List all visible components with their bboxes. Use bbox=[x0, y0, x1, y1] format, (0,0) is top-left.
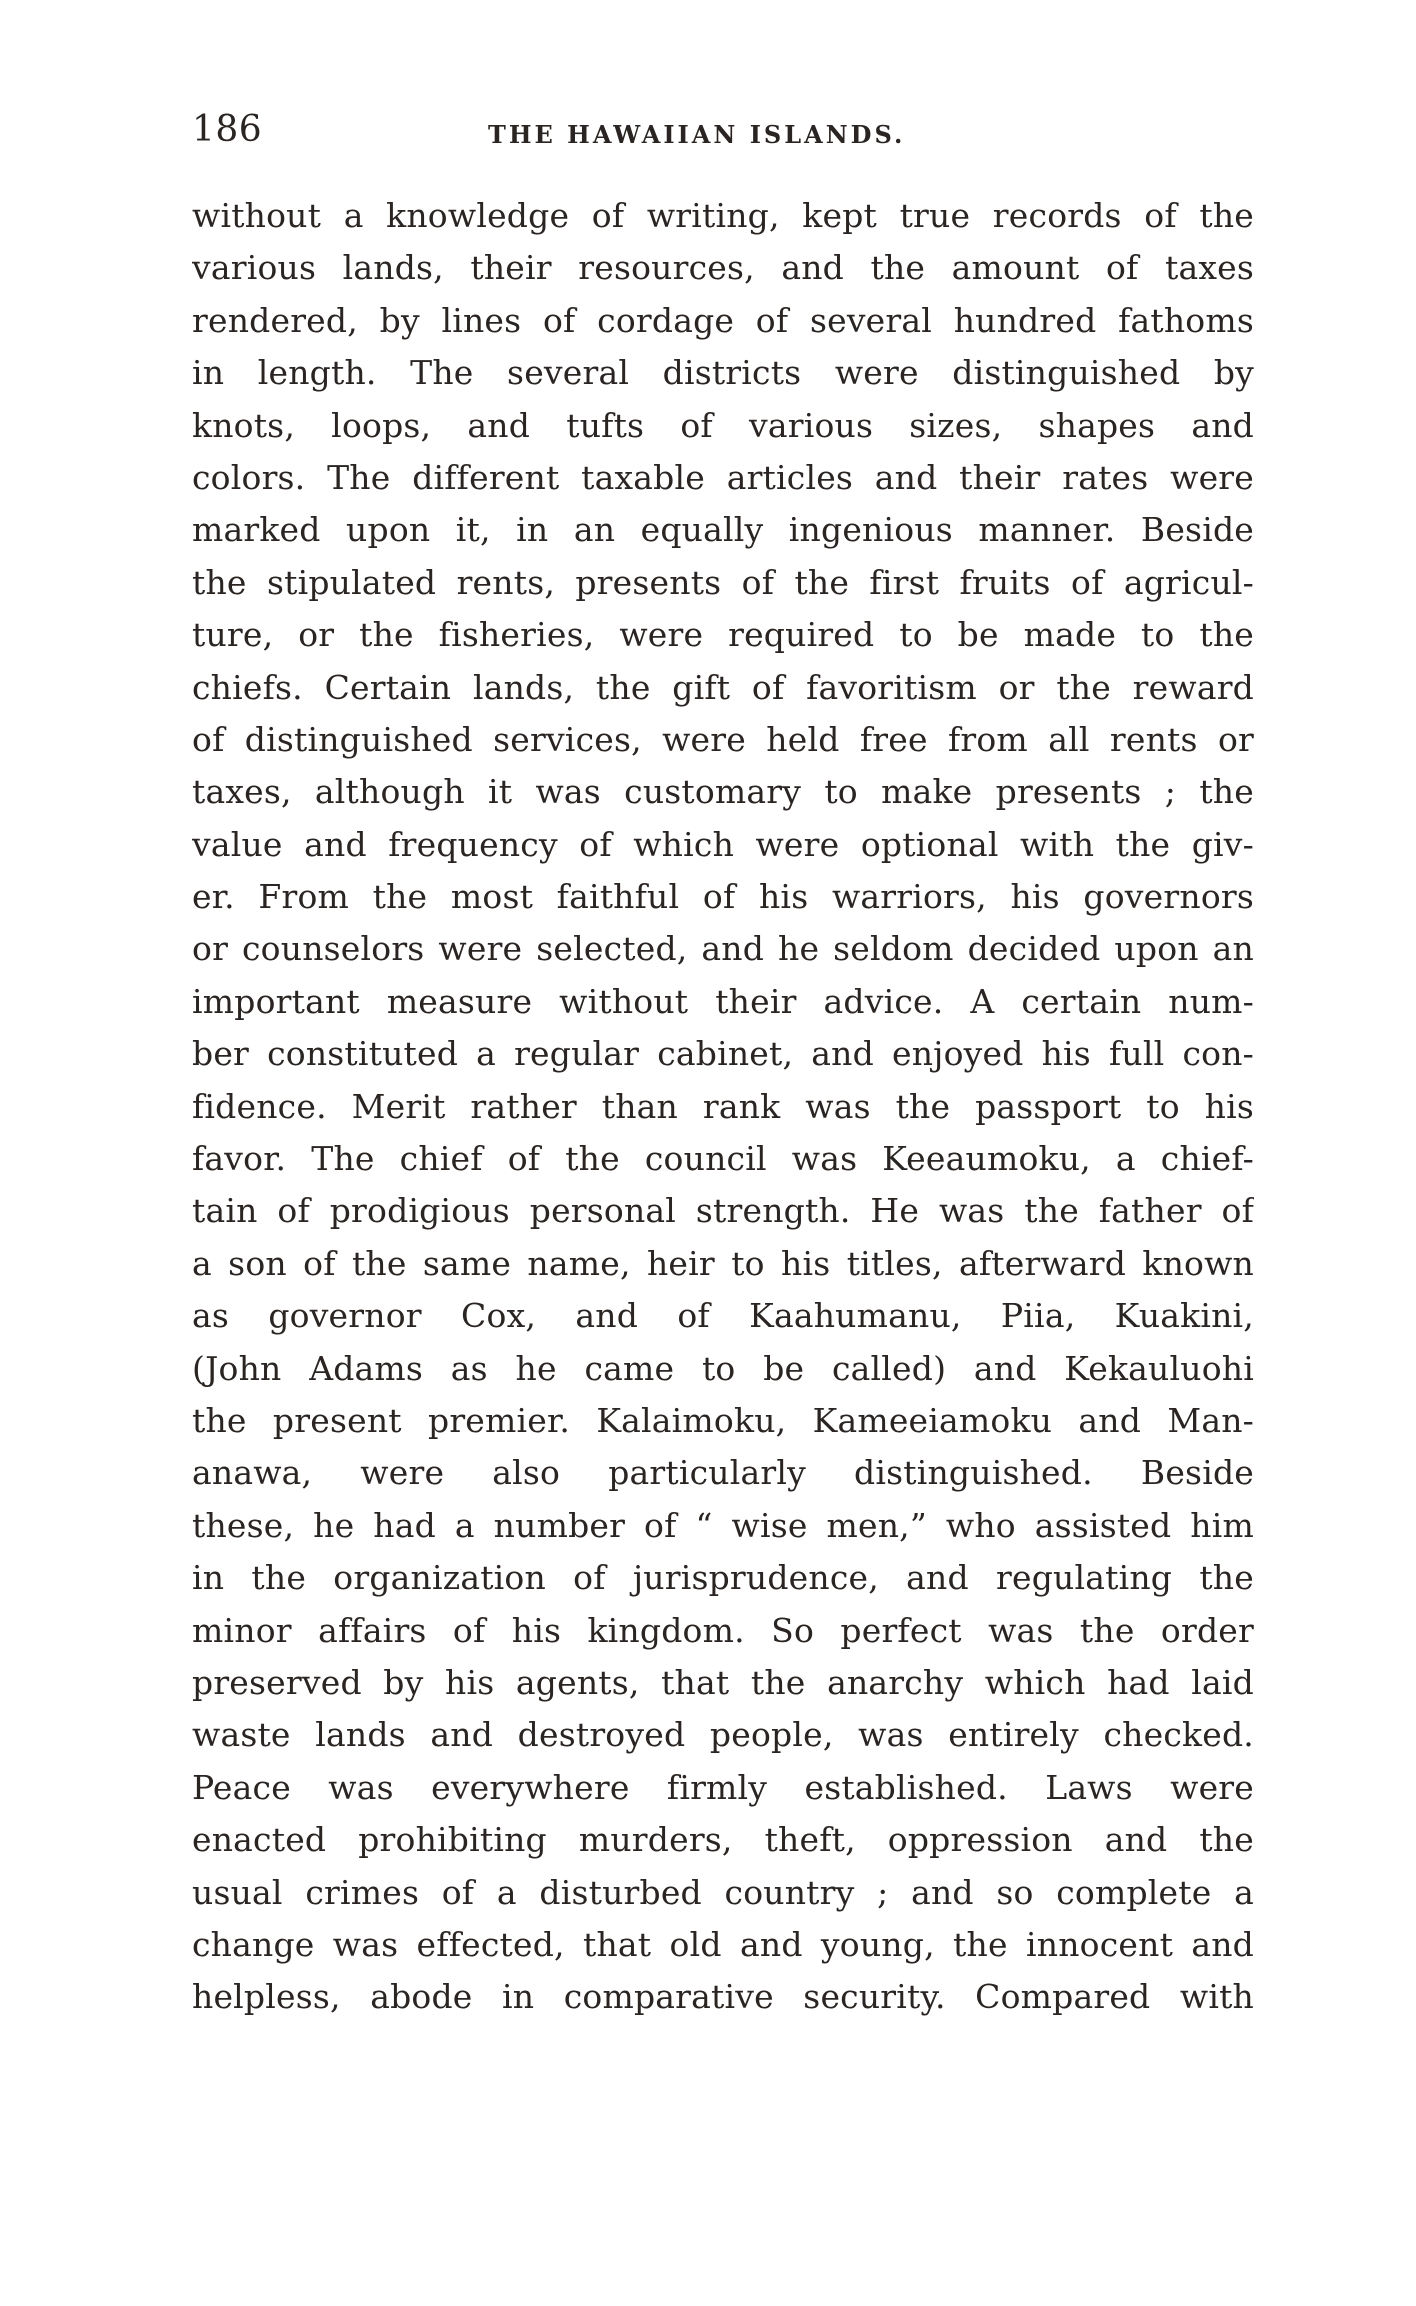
text-line: important measure without their advice. A certain num- bbox=[192, 981, 1254, 1021]
text-line: change was effected, that old and young, the innocent and bbox=[192, 1924, 1254, 1964]
text-line: enacted prohibiting murders, theft, oppression and the bbox=[192, 1820, 1254, 1860]
running-title: THE HAWAIIAN ISLANDS. bbox=[488, 120, 906, 149]
text-line: helpless, abode in comparative security. Compared with bbox=[192, 1977, 1254, 2017]
text-line: the stipulated rents, presents of the first fruits of agricul- bbox=[192, 562, 1254, 602]
text-line: a son of the same name, heir to his titles, afterward known bbox=[192, 1243, 1254, 1283]
text-line: knots, loops, and tufts of various sizes, shapes and bbox=[192, 405, 1254, 445]
text-line: of distinguished services, were held free from all rents or bbox=[192, 719, 1254, 759]
text-line: favor. The chief of the council was Keeaumoku, a chief- bbox=[192, 1139, 1254, 1179]
running-head bbox=[192, 108, 1252, 156]
text-line: ture, or the fisheries, were required to be made to the bbox=[192, 615, 1254, 655]
text-line: the present premier. Kalaimoku, Kameeiamoku and Man- bbox=[192, 1400, 1254, 1440]
text-line: tain of prodigious personal strength. He was the father of bbox=[192, 1191, 1254, 1231]
text-line: colors. The different taxable articles and their rates were bbox=[192, 457, 1254, 497]
text-line: or counselors were selected, and he seldom decided upon an bbox=[192, 929, 1254, 969]
text-line: preserved by his agents, that the anarchy which had laid bbox=[192, 1662, 1254, 1702]
body-text bbox=[192, 190, 1254, 2024]
text-line: waste lands and destroyed people, was entirely checked. bbox=[192, 1715, 1254, 1755]
text-line: various lands, their resources, and the amount of taxes bbox=[192, 248, 1254, 288]
page-number: 186 bbox=[192, 109, 263, 150]
text-line: rendered, by lines of cordage of several hundred fathoms bbox=[192, 300, 1254, 340]
text-line: er. From the most faithful of his warriors, his governors bbox=[192, 877, 1254, 917]
text-line: chiefs. Certain lands, the gift of favoritism or the reward bbox=[192, 667, 1254, 707]
text-line: ber constituted a regular cabinet, and enjoyed his full con- bbox=[192, 1034, 1254, 1074]
text-line: value and frequency of which were optional with the giv- bbox=[192, 824, 1254, 864]
text-line: anawa, were also particularly distinguished. Beside bbox=[192, 1453, 1254, 1493]
text-line: these, he had a number of “ wise men,” who assisted him bbox=[192, 1505, 1254, 1545]
text-line: without a knowledge of writing, kept true records of the bbox=[192, 196, 1254, 235]
text-line: minor affairs of his kingdom. So perfect was the order bbox=[192, 1610, 1254, 1650]
text-line: (John Adams as he came to be called) and Kekauluohi bbox=[192, 1348, 1254, 1388]
text-line: as governor Cox, and of Kaahumanu, Piia, Kuakini, bbox=[192, 1296, 1254, 1336]
text-line: Peace was everywhere firmly established. Laws were bbox=[192, 1767, 1254, 1807]
text-line: in the organization of jurisprudence, and regulating the bbox=[192, 1558, 1254, 1598]
text-line: marked upon it, in an equally ingenious manner. Beside bbox=[192, 510, 1254, 550]
text-line: usual crimes of a disturbed country ; and so complete a bbox=[192, 1872, 1254, 1912]
text-line: taxes, although it was customary to make presents ; the bbox=[192, 772, 1254, 812]
text-line: in length. The several districts were distinguished by bbox=[192, 353, 1254, 393]
text-line: fidence. Merit rather than rank was the passport to his bbox=[192, 1086, 1254, 1126]
